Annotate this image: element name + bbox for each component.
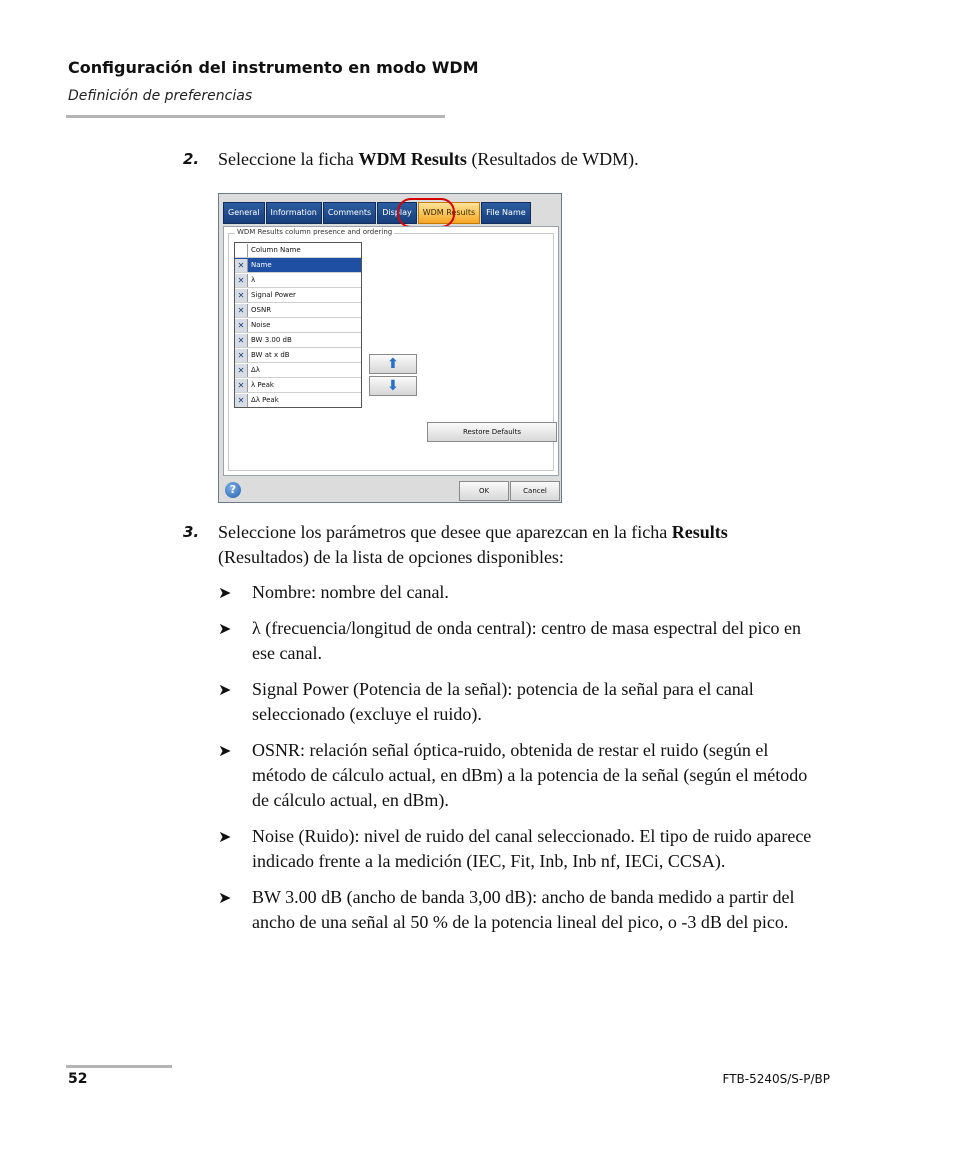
column-grid: [234, 242, 362, 408]
tab-panel: [223, 226, 559, 476]
step-number: 3.: [183, 523, 200, 541]
header-rule: [66, 115, 445, 118]
tab-general[interactable]: General: [223, 202, 265, 224]
list-item: ➤ λ (frecuencia/longitud de onda central): centro de masa espectral del pico en ese canal.: [218, 618, 801, 663]
bullet-arrow-icon: ➤: [218, 680, 232, 699]
x-icon[interactable]: ✕: [235, 349, 248, 362]
grid-header: Column Name: [235, 243, 361, 258]
help-icon[interactable]: ?: [225, 482, 241, 498]
x-icon[interactable]: ✕: [235, 334, 248, 347]
table-row[interactable]: ✕ λ: [235, 273, 361, 288]
x-icon[interactable]: ✕: [235, 394, 248, 407]
parameter-list: [218, 580, 818, 946]
step-number: 2.: [183, 150, 200, 168]
list-item: ➤ BW 3.00 dB (ancho de banda 3,00 dB): ancho de banda medido a partir del ancho de una señal al 50 % de la potencia lineal del pico, o -3 dB del pico.: [218, 887, 795, 932]
step-3: [183, 520, 823, 570]
list-item: ➤ Signal Power (Potencia de la señal): potencia de la señal para el canal seleccionado (excluye el ruido).: [218, 679, 754, 724]
group-label: WDM Results column presence and ordering: [237, 228, 393, 236]
section-title: Configuración del instrumento en modo WDM: [68, 58, 479, 77]
x-icon[interactable]: ✕: [235, 319, 248, 332]
table-row[interactable]: ✕ Name: [235, 258, 361, 273]
tab-display[interactable]: Display: [377, 202, 417, 224]
x-icon[interactable]: ✕: [235, 379, 248, 392]
tab-bar: [223, 202, 532, 224]
bullet-arrow-icon: ➤: [218, 583, 232, 602]
tab-comments[interactable]: Comments: [323, 202, 376, 224]
move-down-button[interactable]: [369, 376, 417, 396]
x-icon[interactable]: ✕: [235, 289, 248, 302]
up-arrow-icon: ⬆: [387, 356, 399, 372]
step-2: [183, 147, 823, 172]
list-item: ➤ Nombre: nombre del canal.: [218, 580, 818, 605]
tab-file-name[interactable]: File Name: [481, 202, 531, 224]
ok-button[interactable]: OK: [459, 481, 509, 501]
bullet-arrow-icon: ➤: [218, 619, 232, 638]
list-item: ➤ Noise (Ruido): nivel de ruido del canal seleccionado. El tipo de ruido aparece indicado frente a la medición (IEC, Fit, Inb, Inb nf, IECi, CCSA).: [218, 826, 812, 871]
section-subtitle: Definición de preferencias: [68, 88, 253, 104]
bullet-arrow-icon: ➤: [218, 741, 232, 760]
list-item: ➤ OSNR: relación señal óptica-ruido, obtenida de restar el ruido (según el método de cálculo actual, en dBm) a la potencia de la señal (según el método de cálculo actual, en dBm).: [218, 740, 808, 810]
step-text: Seleccione la ficha WDM Results (Resultados de WDM).: [218, 149, 639, 169]
table-row[interactable]: ✕ BW at x dB: [235, 348, 361, 363]
page-number: 52: [68, 1071, 88, 1087]
column-group: [228, 228, 554, 471]
x-icon[interactable]: ✕: [235, 364, 248, 377]
step-text: Seleccione los parámetros que desee que aparezcan en la ficha Results (Resultados) de la lista de opciones disponibles:: [218, 522, 728, 567]
restore-defaults-button[interactable]: Restore Defaults: [427, 422, 557, 442]
tab-wdm-results[interactable]: WDM Results: [418, 202, 480, 224]
x-icon[interactable]: ✕: [235, 304, 248, 317]
table-row[interactable]: ✕ OSNR: [235, 303, 361, 318]
wdm-results-dialog: [218, 193, 562, 503]
table-row[interactable]: ✕ Noise: [235, 318, 361, 333]
model-label: FTB-5240S/S-P/BP: [722, 1072, 830, 1086]
bullet-arrow-icon: ➤: [218, 827, 232, 846]
table-row[interactable]: ✕ Signal Power: [235, 288, 361, 303]
footer-rule: [66, 1065, 172, 1068]
x-icon[interactable]: ✕: [235, 259, 248, 272]
bullet-arrow-icon: ➤: [218, 888, 232, 907]
down-arrow-icon: ⬇: [387, 378, 399, 394]
tab-information[interactable]: Information: [266, 202, 322, 224]
highlight-circle: [397, 198, 455, 228]
x-icon[interactable]: ✕: [235, 274, 248, 287]
move-up-button[interactable]: [369, 354, 417, 374]
table-row[interactable]: ✕ Δλ Peak: [235, 393, 361, 407]
table-row[interactable]: ✕ λ Peak: [235, 378, 361, 393]
cancel-button[interactable]: Cancel: [510, 481, 560, 501]
table-row[interactable]: ✕ BW 3.00 dB: [235, 333, 361, 348]
table-row[interactable]: ✕ Δλ: [235, 363, 361, 378]
